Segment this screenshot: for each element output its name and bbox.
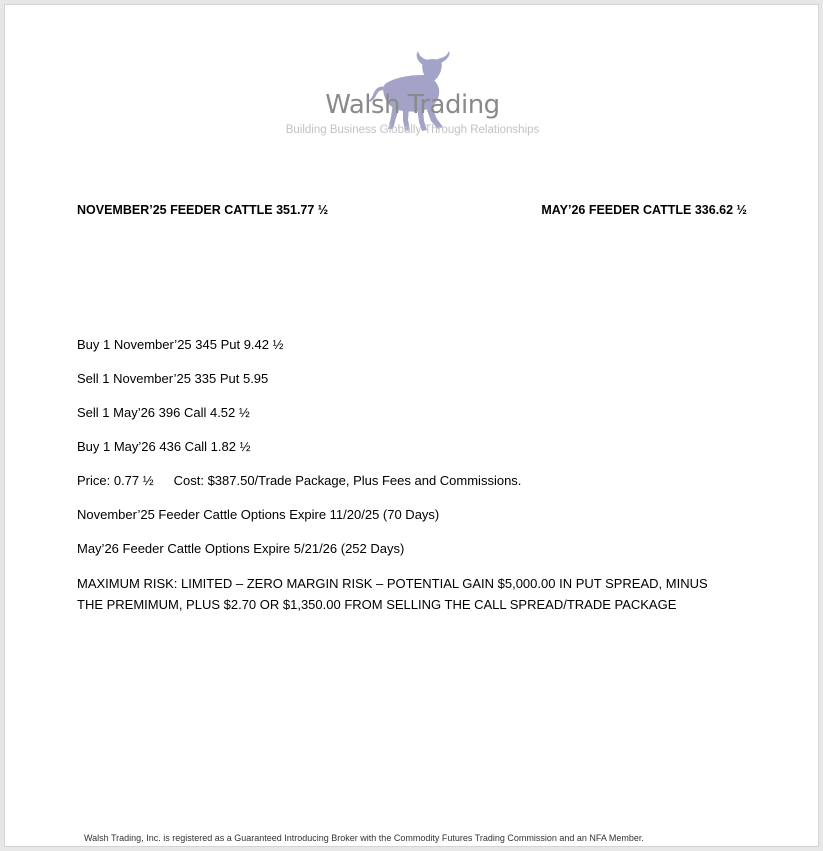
trade-line-sell-november-put: Sell 1 November’25 335 Put 5.95: [77, 371, 269, 386]
maximum-risk-statement: MAXIMUM RISK: LIMITED – ZERO MARGIN RISK – POTENTIAL GAIN $5,000.00 IN PUT SPREAD, MINUS THE PREMIMUM, PLUS $2.70 OR $1,350.00 FROM SELLING THE CALL SPREAD/TRADE PACKAGE: [77, 576, 708, 612]
price-text: Price: 0.77 ½: [77, 473, 154, 488]
trade-line-buy-may-call: Buy 1 May’26 436 Call 1.82 ½: [77, 439, 251, 454]
may-feeder-cattle-price: MAY’26 FEEDER CATTLE 336.62 ½: [541, 203, 747, 217]
cost-text: Cost: $387.50/Trade Package, Plus Fees and Commissions.: [173, 473, 522, 488]
company-name: Walsh Trading: [325, 90, 500, 120]
trade-line-sell-may-call: Sell 1 May’26 396 Call 4.52 ½: [77, 405, 250, 420]
company-tagline: Building Business Globally Through Relationships: [285, 124, 540, 136]
trade-line-buy-november-put: Buy 1 November’25 345 Put 9.42 ½: [77, 337, 284, 352]
document-page: [4, 4, 819, 847]
november-feeder-cattle-price: NOVEMBER’25 FEEDER CATTLE 351.77 ½: [77, 203, 329, 217]
november-expiration-line: November’25 Feeder Cattle Options Expire 11/20/25 (70 Days): [77, 507, 440, 522]
footer-disclaimer: Walsh Trading, Inc. is registered as a Guaranteed Introducing Broker with the Commodity Futures Trading Commission and an NFA Member.: [84, 833, 644, 843]
may-expiration-line: May’26 Feeder Cattle Options Expire 5/21/26 (252 Days): [77, 541, 405, 556]
price-cost-line: [77, 473, 521, 488]
